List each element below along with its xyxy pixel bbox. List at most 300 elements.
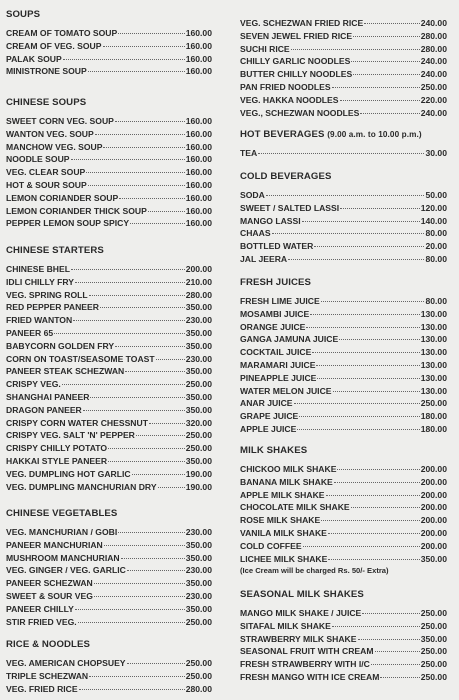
menu-item (6, 166, 212, 179)
dot-leader (71, 269, 185, 270)
menu-item-price: 250.00 (185, 430, 212, 441)
menu-item-price: 230.00 (185, 527, 212, 537)
menu-item (240, 17, 447, 30)
menu-item-name: APPLE MILK SHAKE (240, 489, 325, 500)
menu-item (240, 147, 447, 160)
menu-item (240, 633, 447, 646)
menu-item-name: CORN ON TOAST/SEASOME TOAST (6, 353, 155, 364)
menu-item (6, 391, 212, 404)
dot-leader (100, 307, 185, 308)
menu-item-price: 50.00 (425, 190, 447, 200)
menu-item-price: 350.00 (185, 539, 212, 550)
menu-item (240, 359, 447, 372)
menu-item (240, 55, 447, 68)
dot-leader (340, 100, 420, 101)
section-title: MILK SHAKES (240, 445, 308, 456)
menu-item-price: 250.00 (420, 81, 447, 92)
menu-item-price: 350.00 (185, 327, 212, 338)
menu-item-price: 190.00 (185, 481, 212, 492)
menu-item (6, 340, 212, 353)
section-fresh-juices (240, 276, 447, 436)
dot-leader (317, 378, 419, 379)
menu-item-name: CHOCOLATE MILK SHAKE (240, 502, 350, 513)
menu-item-price: 320.00 (185, 417, 212, 428)
menu-item-price: 350.00 (420, 633, 447, 644)
menu-item (240, 333, 447, 346)
menu-item (6, 301, 212, 314)
menu-item-name: FRIED WANTON (6, 315, 73, 326)
menu-item-price: 240.00 (420, 18, 447, 28)
menu-item-name: SWEET & SOUR VEG (6, 590, 93, 601)
menu-item-name: VEG. DUMPLING HOT GARLIC (6, 468, 131, 479)
menu-item-price: 210.00 (185, 276, 212, 287)
menu-item-name: LEMON CORIANDER SOUP (6, 192, 119, 203)
menu-item (240, 202, 447, 215)
dot-leader (328, 533, 420, 534)
menu-item-price: 350.00 (185, 578, 212, 589)
section-title (240, 128, 447, 142)
menu-item (240, 295, 447, 308)
menu-item-price: 250.00 (420, 608, 447, 618)
section-title: SOUPS (6, 9, 41, 20)
section-rice-noodles (6, 638, 212, 695)
section-title: CHINESE SOUPS (6, 97, 87, 108)
menu-item-price: 200.00 (420, 540, 447, 551)
dot-leader (108, 461, 185, 462)
dot-leader (54, 333, 185, 334)
dot-leader (73, 320, 185, 321)
dot-leader (375, 651, 420, 652)
dot-leader (266, 195, 425, 196)
menu-item-price: 160.00 (185, 53, 212, 64)
menu-item (6, 217, 212, 230)
dot-leader (136, 435, 185, 436)
dot-leader (95, 134, 185, 135)
dot-leader (89, 676, 185, 677)
menu-item-name: PAN FRIED NOODLES (240, 81, 331, 92)
menu-item-price: 250.00 (185, 443, 212, 454)
menu-item-price: 230.00 (185, 315, 212, 326)
dot-leader (339, 339, 420, 340)
menu-item (6, 670, 212, 683)
menu-item (6, 314, 212, 327)
dot-leader (115, 121, 185, 122)
dot-leader (148, 211, 185, 212)
dot-leader (94, 583, 185, 584)
menu-item-name: DRAGON PANEER (6, 404, 82, 415)
menu-item-name: BOTTLED WATER (240, 241, 314, 252)
menu-item (240, 397, 447, 410)
menu-item (6, 141, 212, 154)
dot-leader (63, 59, 185, 60)
dot-leader (294, 403, 420, 404)
dot-leader (351, 61, 419, 62)
menu-item (6, 53, 212, 66)
menu-item-name: TRIPLE SCHEZWAN (6, 670, 89, 681)
menu-item-price: 250.00 (185, 670, 212, 681)
menu-item (6, 564, 212, 577)
menu-item (6, 468, 212, 481)
dot-leader (332, 626, 420, 627)
menu-item (240, 30, 447, 43)
menu-item (240, 540, 447, 553)
menu-item-name: CRISPY VEG. SALT 'N' PEPPER (6, 430, 135, 441)
menu-item (6, 27, 212, 40)
section-hot-beverages (240, 128, 447, 160)
dot-leader (88, 71, 185, 72)
menu-item-name: SEASONAL FRUIT WITH CREAM (240, 646, 374, 657)
menu-item-price: 160.00 (185, 218, 212, 229)
menu-item-name: APPLE JUICE (240, 423, 297, 434)
menu-item (6, 365, 212, 378)
menu-item-price: 230.00 (185, 565, 212, 576)
dot-leader (127, 663, 185, 664)
dot-leader (127, 570, 185, 571)
menu-item-price: 350.00 (185, 552, 212, 563)
dot-leader (86, 172, 184, 173)
dot-leader (297, 429, 419, 430)
menu-item-price: 250.00 (420, 671, 447, 682)
section-title-text: HOT BEVERAGES (240, 129, 325, 140)
menu-item-name: SUCHI RICE (240, 43, 290, 54)
dot-leader (103, 46, 185, 47)
menu-item (6, 616, 212, 629)
menu-item-name: VEG. GINGER / VEG. GARLIC (6, 565, 126, 576)
menu-item (240, 607, 447, 620)
menu-item-name: MANCHOW VEG. SOUP (6, 141, 103, 152)
menu-item-name: SEVEN JEWEL FRIED RICE (240, 30, 353, 41)
menu-item-price: 20.00 (425, 241, 447, 252)
dot-leader (364, 23, 420, 24)
menu-item-name: VEG. DUMPLING MANCHURIAN DRY (6, 481, 157, 492)
menu-item-name: VEG. CLEAR SOUP (6, 167, 86, 178)
menu-item-name: CHILLY GARLIC NOODLES (240, 56, 351, 67)
dot-leader (125, 371, 184, 372)
dot-leader (291, 49, 420, 50)
menu-item-price: 250.00 (185, 616, 212, 627)
dot-leader (89, 295, 185, 296)
menu-item (6, 539, 212, 552)
menu-item-name: GANGA JAMUNA JUICE (240, 334, 339, 345)
menu-item (240, 501, 447, 514)
menu-item (240, 671, 447, 684)
dot-leader (104, 545, 185, 546)
menu-item-price: 200.00 (185, 264, 212, 274)
dot-leader (132, 474, 185, 475)
menu-item (6, 455, 212, 468)
menu-item-price: 240.00 (420, 107, 447, 118)
menu-item-name: SITAFAL MILK SHAKE (240, 620, 331, 631)
menu-item-price: 350.00 (185, 603, 212, 614)
section-title: COLD BEVERAGES (240, 171, 332, 182)
dot-leader (149, 423, 185, 424)
menu-item-price: 200.00 (420, 527, 447, 538)
menu-item (240, 346, 447, 359)
dot-leader (306, 327, 419, 328)
dot-leader (380, 677, 419, 678)
menu-item-price: 160.00 (185, 205, 212, 216)
menu-item (240, 215, 447, 228)
dot-leader (371, 664, 420, 665)
section-title: CHINESE STARTERS (6, 245, 104, 256)
menu-item-price: 160.00 (185, 179, 212, 190)
menu-item-price: 250.00 (420, 646, 447, 657)
menu-item-price: 180.00 (420, 423, 447, 434)
menu-item-price: 280.00 (420, 30, 447, 41)
menu-item-price: 140.00 (420, 215, 447, 226)
menu-item-price: 250.00 (420, 659, 447, 670)
menu-item-price: 280.00 (420, 43, 447, 54)
dot-leader (302, 221, 420, 222)
dot-leader (90, 397, 184, 398)
menu-item (240, 107, 447, 120)
menu-item-price: 350.00 (185, 391, 212, 402)
menu-item-price: 160.00 (185, 40, 212, 51)
menu-item-price: 250.00 (420, 398, 447, 409)
section-title: RICE & NOODLES (6, 639, 91, 650)
menu-item (240, 253, 447, 266)
dot-leader (316, 365, 419, 366)
menu-item (6, 603, 212, 616)
menu-item-price: 130.00 (420, 385, 447, 396)
dot-leader (353, 74, 419, 75)
menu-item-name: IDLI CHILLY FRY (6, 276, 74, 287)
menu-item-name: STIR FRIED VEG. (6, 616, 77, 627)
menu-item-price: 130.00 (420, 321, 447, 332)
section-title: SEASONAL MILK SHAKES (240, 589, 364, 600)
dot-leader (312, 352, 419, 353)
menu-item-name: VEG. SPRING ROLL (6, 289, 88, 300)
dot-leader (362, 613, 419, 614)
dot-leader (360, 113, 419, 114)
menu-item (240, 227, 447, 240)
menu-item-name: COCKTAIL JUICE (240, 347, 312, 358)
menu-item-name: CRISPY VEG. (6, 379, 61, 390)
menu-item-price: 190.00 (185, 468, 212, 479)
menu-item (6, 657, 212, 670)
menu-item (240, 410, 447, 423)
menu-item-name: ROSE MILK SHAKE (240, 515, 321, 526)
menu-item (240, 527, 447, 540)
menu-item (6, 115, 212, 128)
menu-item (6, 353, 212, 366)
menu-item (240, 372, 447, 385)
menu-item-price: 160.00 (185, 167, 212, 178)
menu-item (6, 417, 212, 430)
menu-item-name: ORANGE JUICE (240, 321, 306, 332)
menu-item-price: 160.00 (185, 116, 212, 126)
menu-item-name: VEG. MANCHURIAN / GOBI (6, 527, 118, 537)
dot-leader (158, 487, 185, 488)
menu-item-price: 130.00 (420, 334, 447, 345)
menu-item-price: 350.00 (420, 553, 447, 564)
menu-item-price: 350.00 (185, 366, 212, 377)
menu-item-price: 250.00 (185, 379, 212, 390)
menu-item-name: GRAPE JUICE (240, 411, 299, 422)
menu-item-name: VEG. AMERICAN CHOPSUEY (6, 658, 126, 668)
menu-item-price: 30.00 (425, 148, 447, 158)
menu-item-price: 130.00 (420, 359, 447, 370)
menu-item (6, 577, 212, 590)
menu-item (240, 308, 447, 321)
section-chinese-soups (6, 96, 212, 230)
dot-leader (94, 596, 185, 597)
menu-item (240, 43, 447, 56)
menu-item (6, 683, 212, 696)
menu-item-name: PEPPER LEMON SOUP SPICY (6, 218, 130, 229)
dot-leader (156, 359, 185, 360)
menu-item-name: BANANA MILK SHAKE (240, 476, 333, 487)
menu-item (240, 321, 447, 334)
menu-item-name: WANTON VEG. SOUP (6, 128, 94, 139)
dot-leader (299, 416, 419, 417)
menu-item (240, 489, 447, 502)
menu-item (240, 385, 447, 398)
menu-item-name: BABYCORN GOLDEN FRY (6, 340, 115, 351)
section-rice-noodles-continued (240, 17, 447, 119)
dot-leader (351, 507, 420, 508)
menu-item-price: 160.00 (185, 141, 212, 152)
menu-item-name: CHAAS (240, 228, 271, 239)
dot-leader (333, 391, 420, 392)
menu-item-name: CREAM OF VEG. SOUP (6, 40, 102, 51)
menu-item-name: FRESH STRAWBERRY WITH I/C (240, 659, 370, 670)
dot-leader (272, 233, 425, 234)
menu-item (240, 553, 447, 566)
menu-item (240, 514, 447, 527)
dot-leader (288, 259, 424, 260)
menu-item-name: CREAM OF TOMATO SOUP (6, 28, 118, 38)
dot-leader (353, 36, 420, 37)
menu-item (240, 620, 447, 633)
menu-item-price: 250.00 (185, 658, 212, 668)
menu-item-name: PINEAPPLE JUICE (240, 372, 317, 383)
menu-item-name: PANEER SCHEZWAN (6, 578, 93, 589)
menu-item-price: 130.00 (420, 372, 447, 383)
menu-item-price: 280.00 (185, 683, 212, 694)
menu-item (6, 404, 212, 417)
menu-item-name: SODA (240, 190, 265, 200)
menu-item-name: PANEER CHILLY (6, 603, 74, 614)
menu-item-name: WATER MELON JUICE (240, 385, 332, 396)
menu-item (6, 276, 212, 289)
dot-leader (326, 495, 420, 496)
menu-item-price: 200.00 (420, 476, 447, 487)
menu-item-price: 200.00 (420, 502, 447, 513)
menu-item (240, 81, 447, 94)
menu-item-name: CHINESE BHEL (6, 264, 70, 274)
menu-item-price: 230.00 (185, 353, 212, 364)
dot-leader (258, 153, 424, 154)
menu-item (6, 289, 212, 302)
section-soups (6, 8, 212, 78)
dot-leader (103, 147, 184, 148)
dot-leader (115, 346, 185, 347)
menu-item-name: MUSHROOM MANCHURIAN (6, 552, 120, 563)
menu-item-name: JAL JEERA (240, 253, 288, 264)
dot-leader (321, 301, 425, 302)
menu-item-price: 240.00 (420, 69, 447, 80)
menu-item-price: 130.00 (420, 308, 447, 319)
menu-item-name: HAKKAI STYLE PANEER (6, 455, 108, 466)
menu-item-price: 80.00 (425, 253, 447, 264)
menu-item (240, 240, 447, 253)
menu-item-price: 250.00 (420, 620, 447, 631)
menu-item-name: VEG. SCHEZWAN FRIED RICE (240, 18, 364, 28)
menu-item-name: MINISTRONE SOUP (6, 66, 87, 77)
menu-item-name: SWEET / SALTED LASSI (240, 202, 340, 213)
menu-item (240, 658, 447, 671)
dot-leader (121, 558, 185, 559)
menu-item-name: VEG., SCHEZWAN NOODLES (240, 107, 360, 118)
menu-item-name: MANGO LASSI (240, 215, 301, 226)
menu-item-price: 350.00 (185, 404, 212, 415)
menu-item-price: 160.00 (185, 128, 212, 139)
section-title: FRESH JUICES (240, 277, 312, 288)
section-chinese-vegetables (6, 507, 212, 628)
section-milk-shakes (240, 444, 447, 577)
menu-item-name: HOT & SOUR SOUP (6, 179, 87, 190)
menu-item (6, 378, 212, 391)
dot-leader (83, 410, 185, 411)
menu-item (6, 40, 212, 53)
menu-item-name: BUTTER CHILLY NOODLES (240, 69, 353, 80)
menu-item-name: PANEER STEAK SCHEZWAN (6, 366, 125, 377)
menu-item-name: MARAMARI JUICE (240, 359, 316, 370)
dot-leader (340, 208, 420, 209)
menu-item (6, 153, 212, 166)
menu-item-name: CRISPY CORN WATER CHESSNUT (6, 417, 148, 428)
dot-leader (78, 622, 185, 623)
menu-item-name: PALAK SOUP (6, 53, 62, 64)
dot-leader (332, 87, 420, 88)
menu-item-name: FRESH MANGO WITH ICE CREAM (240, 671, 380, 682)
menu-item (240, 476, 447, 489)
menu-item-name: CHICKOO MILK SHAKE (240, 464, 337, 474)
menu-item (240, 68, 447, 81)
dot-leader (75, 282, 185, 283)
menu-item-name: MOSAMBI JUICE (240, 308, 310, 319)
menu-item-price: 160.00 (185, 154, 212, 165)
menu-item (6, 526, 212, 539)
menu-item (6, 442, 212, 455)
menu-item-price: 80.00 (425, 228, 447, 239)
dot-leader (334, 482, 420, 483)
dot-leader (62, 384, 185, 385)
menu-item (240, 94, 447, 107)
menu-item-price: 230.00 (185, 590, 212, 601)
menu-item-price: 160.00 (185, 66, 212, 77)
menu-item (6, 552, 212, 565)
serving-hours-note: (9.00 a.m. to 10.00 p.m.) (327, 130, 422, 139)
menu-item-name: VEG. FRIED RICE (6, 683, 78, 694)
menu-item-name: VEG. HAKKA NOODLES (240, 94, 339, 105)
menu-item-name: RED PEPPER PANEER (6, 302, 99, 313)
menu-item-name: CRISPY CHILLY POTATO (6, 443, 108, 454)
menu-item-name: VANILA MILK SHAKE (240, 527, 327, 538)
menu-item-name: COLD COFFEE (240, 540, 302, 551)
dot-leader (314, 246, 424, 247)
menu-item-name: LEMON CORIANDER THICK SOUP (6, 205, 147, 216)
menu-item (240, 189, 447, 202)
menu-item-price: 280.00 (185, 289, 212, 300)
dot-leader (337, 469, 419, 470)
menu-item-price: 120.00 (420, 202, 447, 213)
dot-leader (108, 448, 185, 449)
menu-item (6, 65, 212, 78)
menu-item-price: 350.00 (185, 455, 212, 466)
menu-item-price: 130.00 (420, 347, 447, 358)
